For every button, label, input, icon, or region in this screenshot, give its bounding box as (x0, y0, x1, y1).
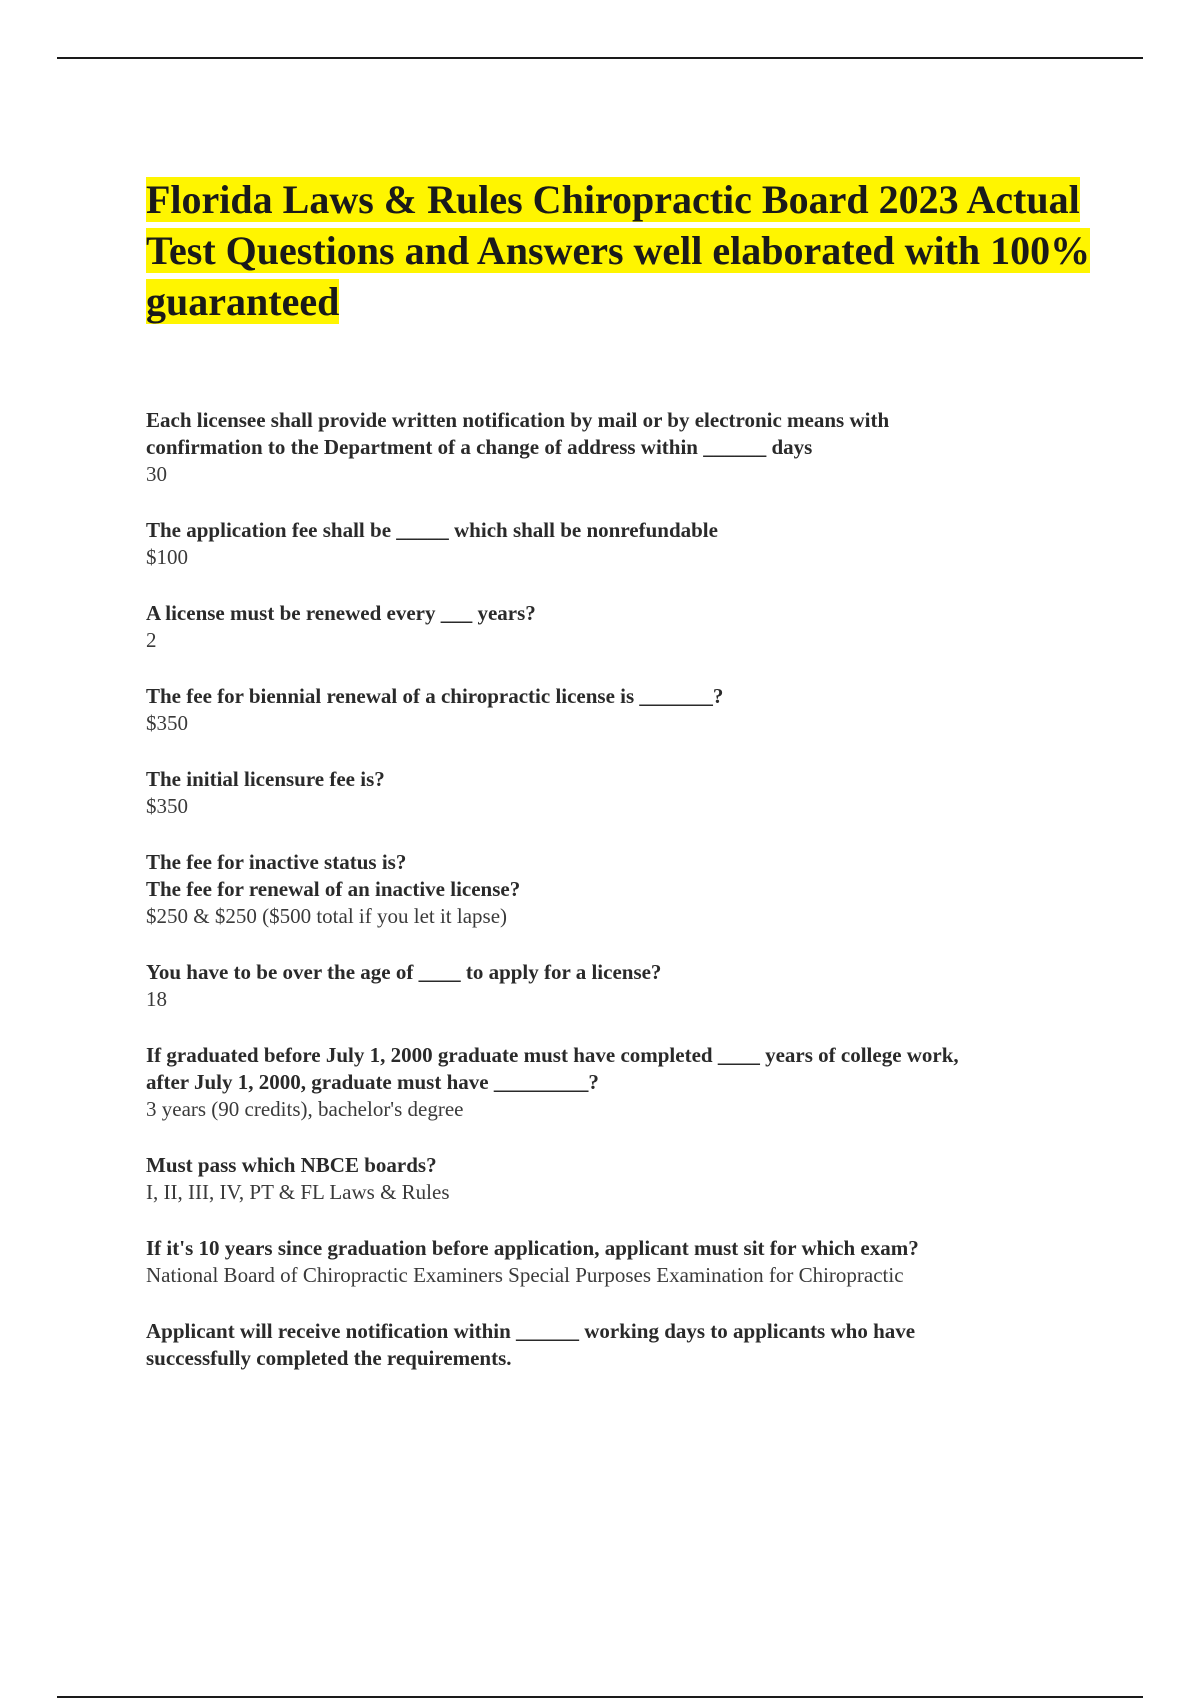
question-line: The application fee shall be _____ which shall be nonrefundable (146, 518, 718, 542)
qa-item-11 (146, 1318, 1106, 1372)
answer: $100 (146, 545, 188, 569)
question-line: after July 1, 2000, graduate must have _________? (146, 1070, 599, 1094)
answer: National Board of Chiropractic Examiners Special Purposes Examination for Chiropractic (146, 1263, 904, 1287)
qa-item-2 (146, 517, 1106, 571)
qa-list (146, 407, 1106, 1372)
answer: 2 (146, 628, 157, 652)
question-line: Must pass which NBCE boards? (146, 1153, 437, 1177)
question-line: The fee for inactive status is? (146, 850, 407, 874)
question-line: confirmation to the Department of a change of address within ______ days (146, 435, 813, 459)
qa-item-8 (146, 1042, 1106, 1123)
qa-item-5 (146, 766, 1106, 820)
answer: 3 years (90 credits), bachelor's degree (146, 1097, 464, 1121)
question-line: The initial licensure fee is? (146, 767, 385, 791)
answer: $350 (146, 794, 188, 818)
document-title (146, 174, 1106, 327)
qa-item-9 (146, 1152, 1106, 1206)
answer: 30 (146, 462, 167, 486)
answer: 18 (146, 987, 167, 1011)
qa-item-3 (146, 600, 1106, 654)
qa-item-7 (146, 959, 1106, 1013)
answer: $350 (146, 711, 188, 735)
question-line: Applicant will receive notification within ______ working days to applicants who have (146, 1319, 916, 1343)
question-line: If graduated before July 1, 2000 graduate must have completed ____ years of college work, (146, 1043, 959, 1067)
qa-item-1 (146, 407, 1106, 488)
qa-item-10 (146, 1235, 1106, 1289)
answer: $250 & $250 ($500 total if you let it lapse) (146, 904, 508, 928)
qa-item-6 (146, 849, 1106, 930)
question-line: The fee for biennial renewal of a chiropractic license is _______? (146, 684, 724, 708)
top-rule (57, 57, 1143, 59)
qa-item-4 (146, 683, 1106, 737)
question-line: The fee for renewal of an inactive license? (146, 877, 521, 901)
question-line: If it's 10 years since graduation before application, applicant must sit for which exam? (146, 1236, 919, 1260)
question-line: Each licensee shall provide written notification by mail or by electronic means with (146, 408, 890, 432)
document-body (146, 174, 1106, 1401)
document-title-text: Florida Laws & Rules Chiropractic Board 2023 Actual Test Questions and Answers well elaborated with 100% guaranteed (146, 177, 1091, 324)
answer: I, II, III, IV, PT & FL Laws & Rules (146, 1180, 450, 1204)
question-line: You have to be over the age of ____ to apply for a license? (146, 960, 662, 984)
question-line: successfully completed the requirements. (146, 1346, 512, 1370)
question-line: A license must be renewed every ___ years? (146, 601, 536, 625)
bottom-rule (57, 1696, 1143, 1698)
